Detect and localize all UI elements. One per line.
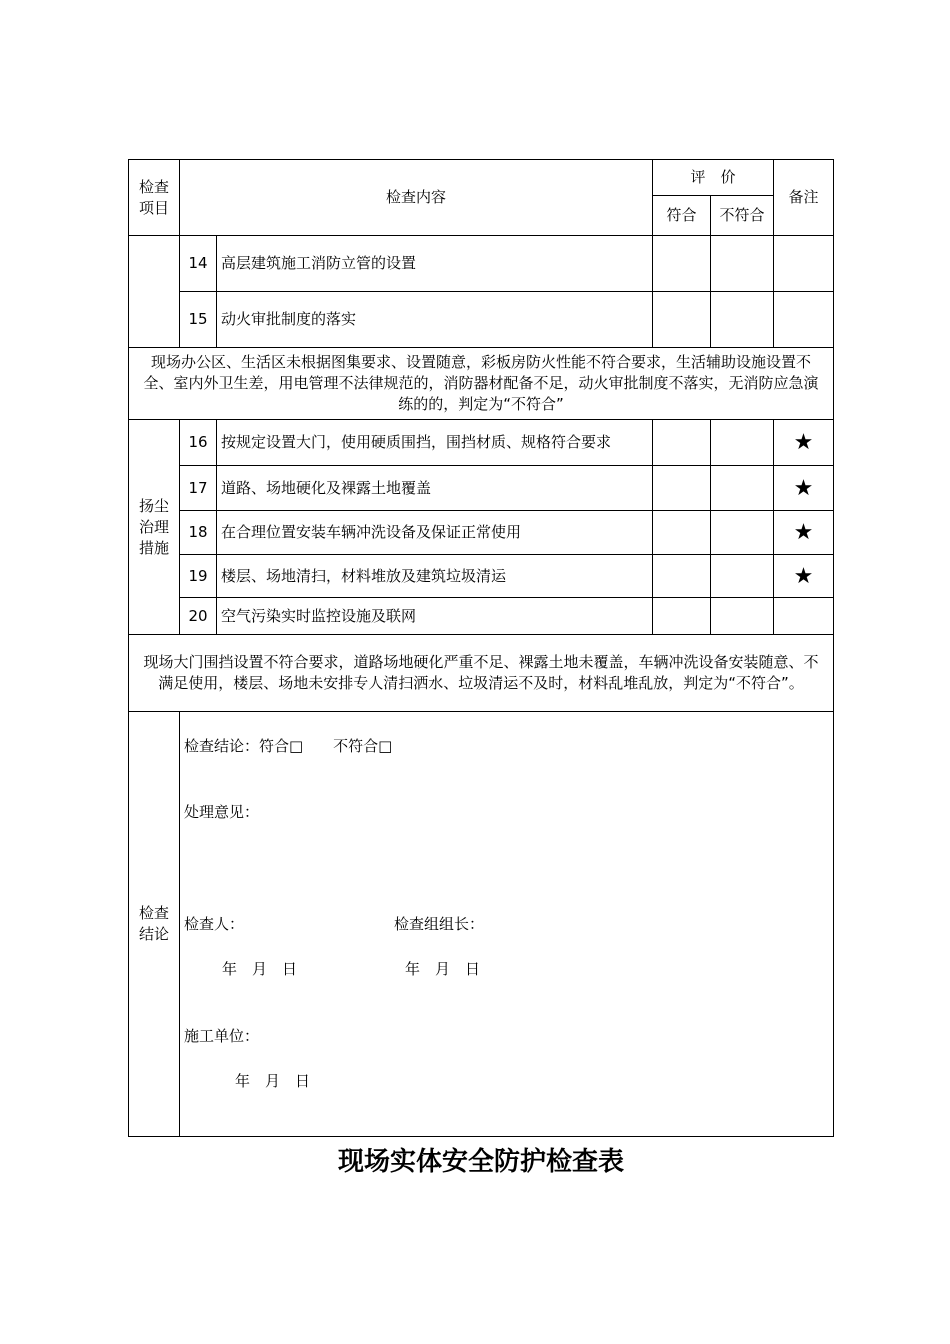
conclusion-area bbox=[180, 712, 834, 1137]
pass-cell[interactable] bbox=[653, 420, 711, 466]
star-icon: ★ bbox=[774, 511, 834, 555]
remark-cell bbox=[774, 292, 834, 348]
header-item: 检查 项目 bbox=[129, 160, 180, 236]
table-row bbox=[129, 420, 834, 466]
table-row bbox=[129, 466, 834, 511]
pass-cell[interactable] bbox=[653, 236, 711, 292]
row-number: 18 bbox=[180, 511, 217, 555]
pass-cell[interactable] bbox=[653, 466, 711, 511]
fail-cell[interactable] bbox=[711, 420, 774, 466]
row-number: 17 bbox=[180, 466, 217, 511]
star-icon: ★ bbox=[774, 420, 834, 466]
header-fail: 不符合 bbox=[711, 196, 774, 236]
judgement-note: 现场办公区、生活区未根据图集要求、设置随意，彩板房防火性能不符合要求，生活辅助设施设置不全、室内外卫生差，用电管理不法律规范的，消防器材配备不足，动火审批制度不落实，无消防应急演练的的，判定为“不符合” bbox=[129, 348, 834, 420]
conclusion-result[interactable]: 检查结论：符合□ 不符合□ bbox=[184, 737, 393, 755]
row-number: 14 bbox=[180, 236, 217, 292]
header-pass: 符合 bbox=[653, 196, 711, 236]
opinion-label: 处理意见： bbox=[184, 803, 260, 821]
row-content: 空气污染实时监控设施及联网 bbox=[217, 598, 653, 635]
fail-cell[interactable] bbox=[711, 236, 774, 292]
category-cell-blank bbox=[129, 236, 180, 348]
inspector-label: 检查人： bbox=[184, 915, 245, 933]
row-number: 15 bbox=[180, 292, 217, 348]
row-number: 16 bbox=[180, 420, 217, 466]
leader-date: 年 月 日 bbox=[405, 960, 481, 978]
row-content: 在合理位置安装车辆冲洗设备及保证正常使用 bbox=[217, 511, 653, 555]
table-row bbox=[129, 555, 834, 598]
star-icon: ★ bbox=[774, 466, 834, 511]
fail-cell[interactable] bbox=[711, 292, 774, 348]
category-dust-control: 扬尘 治理 措施 bbox=[129, 420, 180, 635]
pass-cell[interactable] bbox=[653, 511, 711, 555]
header-evaluation: 评 价 bbox=[653, 160, 774, 196]
row-content: 按规定设置大门，使用硬质围挡，围挡材质、规格符合要求 bbox=[217, 420, 653, 466]
page-title: 现场实体安全防护检查表 bbox=[337, 1147, 624, 1177]
inspector-date: 年 月 日 bbox=[222, 960, 298, 978]
row-content: 高层建筑施工消防立管的设置 bbox=[217, 236, 653, 292]
category-conclusion: 检查 结论 bbox=[129, 712, 180, 1137]
inspection-table bbox=[128, 159, 834, 1137]
table-row bbox=[129, 511, 834, 555]
row-number: 19 bbox=[180, 555, 217, 598]
unit-label: 施工单位： bbox=[184, 1027, 260, 1045]
judgement-note: 现场大门围挡设置不符合要求，道路场地硬化严重不足、裸露土地未覆盖，车辆冲洗设备安装随意、不满足使用，楼层、场地未安排专人清扫洒水、垃圾清运不及时，材料乱堆乱放，判定为“不符合”。 bbox=[129, 635, 834, 712]
header-remark: 备注 bbox=[774, 160, 834, 236]
table-row bbox=[129, 236, 834, 292]
pass-cell[interactable] bbox=[653, 598, 711, 635]
row-content: 楼层、场地清扫，材料堆放及建筑垃圾清运 bbox=[217, 555, 653, 598]
star-icon: ★ bbox=[774, 555, 834, 598]
fail-cell[interactable] bbox=[711, 511, 774, 555]
remark-cell bbox=[774, 236, 834, 292]
leader-label: 检查组组长： bbox=[394, 915, 485, 933]
table-row bbox=[129, 292, 834, 348]
pass-cell[interactable] bbox=[653, 292, 711, 348]
remark-cell bbox=[774, 598, 834, 635]
table-row bbox=[129, 598, 834, 635]
pass-cell[interactable] bbox=[653, 555, 711, 598]
fail-cell[interactable] bbox=[711, 598, 774, 635]
row-content: 道路、场地硬化及裸露土地覆盖 bbox=[217, 466, 653, 511]
header-content: 检查内容 bbox=[180, 160, 653, 236]
unit-date: 年 月 日 bbox=[235, 1072, 311, 1090]
row-content: 动火审批制度的落实 bbox=[217, 292, 653, 348]
fail-cell[interactable] bbox=[711, 466, 774, 511]
row-number: 20 bbox=[180, 598, 217, 635]
fail-cell[interactable] bbox=[711, 555, 774, 598]
